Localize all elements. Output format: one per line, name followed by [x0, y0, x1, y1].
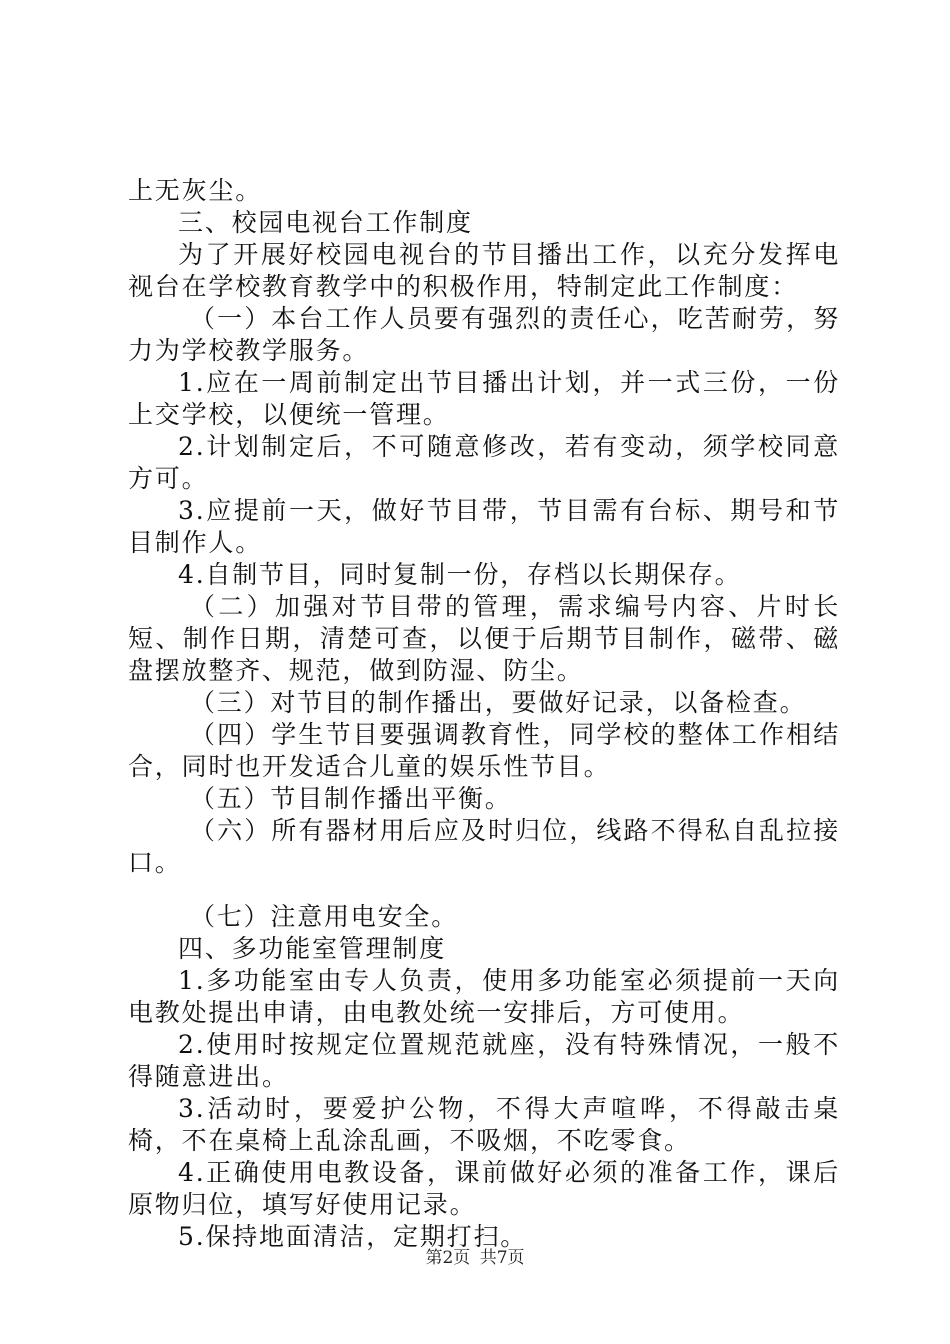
list-item: 4.正确使用电教设备，课前做好必须的准备工作，课后原物归位，填写好使用记录。 — [128, 1158, 840, 1219]
list-item: 5.保持地面清洁，定期打扫。 — [178, 1222, 528, 1251]
list-item: 1.多功能室由专人负责，使用多功能室必须提前一天向电教处提出申请，由电教处统一安排后，方可使用。 — [128, 966, 840, 1027]
paragraph: （四）学生节目要强调教育性，同学校的整体工作相结合，同时也开发适合儿童的娱乐性节目。 — [128, 720, 840, 781]
list-item: 3.应提前一天，做好节目带，节目需有台标、期号和节目制作人。 — [128, 496, 840, 557]
list-item: 1.应在一周前制定出节目播出计划，并一式三份，一份上交学校，以便统一管理。 — [128, 368, 840, 429]
list-item: 2.使用时按规定位置规范就座，没有特殊情况，一般不得随意进出。 — [128, 1030, 840, 1091]
page-total: 共7页 — [479, 1248, 525, 1268]
paragraph: （三）对节目的制作播出，要做好记录，以备检查。 — [190, 688, 807, 717]
page-footer — [0, 1243, 950, 1268]
paragraph: （二）加强对节目带的管理，需求编号内容、片时长短、制作日期，清楚可查，以便于后期节目制作，磁带、磁盘摆放整齐、规范，做到防湿、防尘。 — [128, 592, 840, 685]
list-item: 2.计划制定后，不可随意修改，若有变动，须学校同意方可。 — [128, 432, 840, 493]
section-heading: 四、多功能室管理制度 — [178, 934, 447, 963]
paragraph: 上无灰尘。 — [128, 176, 263, 205]
paragraph: （五）节目制作播出平衡。 — [190, 784, 512, 813]
section-heading: 三、校园电视台工作制度 — [178, 208, 473, 237]
list-item: 3.活动时，要爱护公物，不得大声喧哗，不得敲击桌椅，不在桌椅上乱涂乱画，不吸烟，不吃零食。 — [128, 1094, 840, 1155]
paragraph: 为了开展好校园电视台的节目播出工作，以充分发挥电视台在学校教育教学中的积极作用，特制定此工作制度： — [128, 240, 840, 301]
paragraph: （六）所有器材用后应及时归位，线路不得私自乱拉接口。 — [128, 816, 840, 877]
list-item: 4.自制节目，同时复制一份，存档以长期保存。 — [178, 560, 742, 589]
page-number: 第2页 — [425, 1248, 471, 1268]
paragraph: （七）注意用电安全。 — [190, 902, 459, 931]
paragraph: （一）本台工作人员要有强烈的责任心，吃苦耐劳，努力为学校教学服务。 — [128, 304, 840, 365]
document-body — [128, 175, 840, 1253]
